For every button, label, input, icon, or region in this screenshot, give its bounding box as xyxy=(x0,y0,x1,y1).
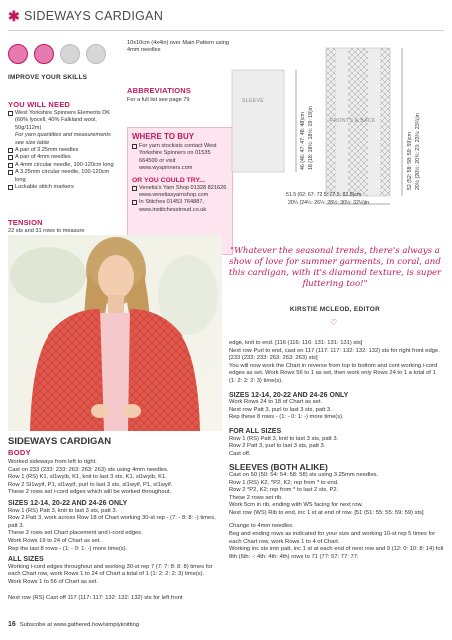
body-length-in: 20½ (20½: 20¾: 23: 23¼: 23¼)in xyxy=(415,113,421,190)
right-edge-pattern xyxy=(380,48,390,196)
sizes-b-heading: SIZES 12-14, 20-22 AND 24-26 ONLY xyxy=(229,391,349,399)
all-sizes-line: Work Rows 1 to 56 of Chart as set. xyxy=(8,578,98,585)
editor-quote: "Whatever the seasonal trends, there's always a show of love for summer garments, in coral, and this cardigan, with it's diamond texture, is super fluttering too!" xyxy=(228,246,442,289)
yarn-ball-icon xyxy=(60,44,80,64)
quote-attribution: KIRSTIE MCLEOD, EDITOR xyxy=(289,306,381,313)
checkbox-icon xyxy=(132,200,137,205)
materials-item: A pair of 4mm needles xyxy=(8,154,116,161)
checkbox-icon xyxy=(8,111,13,116)
page-header xyxy=(8,8,448,28)
cardigan-photo xyxy=(8,235,222,431)
sleeves-line: These 2 rows set rib. xyxy=(229,494,283,501)
checkbox-icon xyxy=(132,144,137,149)
body-heading: BODY xyxy=(8,448,31,457)
sleeves-line: Row 1 (RS) K2, *P2, K2; rep from * to end. xyxy=(229,479,339,486)
materials-item: A 4mm circular needle, 100-120cm long xyxy=(8,162,116,169)
shop-item: Venetia's Yarn Shop 01328 821626 www.venetiasyarnshop.com xyxy=(132,185,228,200)
checkbox-icon xyxy=(8,185,13,190)
sizes-a-line: Row 2 Patt 3, work across Row 18 of Chart working 30-st rep - (7: - 8: 8: -) times, patt 3. xyxy=(8,515,216,529)
sizes-a-line: These 2 rows set Chart placement and i-cord edges. xyxy=(8,530,143,537)
materials-item: A pair of 3.25mm needles xyxy=(8,147,116,154)
garment-schematic xyxy=(226,40,444,218)
right-col-line: You will now work the Chart in reverse from top to bottom and cont working i-cord edges as set. Work Rows 56 to 1 as set, then work only Rows 24 to 1 a total of 1 (1: 2: 2: 2: 3) time(s). xyxy=(229,362,438,384)
shop-item: In Stitches 01453 764887, www.institchesstroud.co.uk xyxy=(132,199,228,214)
sizes-b-line: Work Rows 24 to 18 of Chart as set. xyxy=(229,399,323,406)
sleeves-line: Row 2 *P2, K2; rep from * to last 2 sts, P2. xyxy=(229,487,339,494)
materials-list xyxy=(8,110,116,191)
intro-text: Worked sideways from left to right. xyxy=(8,459,97,465)
sleeve-length-cm: 46 (46: 47: 47: 48: 48)cm xyxy=(300,112,306,170)
page-footer xyxy=(8,621,444,628)
you-will-need-heading: YOU WILL NEED xyxy=(8,100,71,109)
materials-item: West Yorkshire Spinners Elements DK (60% lyocell, 40% Falkland wool, 50g/112m) xyxy=(8,110,116,132)
where-to-buy-heading: WHERE TO BUY xyxy=(132,132,195,141)
tension-heading: TENSION xyxy=(8,218,43,227)
sleeves-line: Working inc sts into patt, inc 1 st at each end of next row and 9 (12: 0: 10: 8: 14) foll 8th (6th: -: 4th: 4th: 4th) rows to 71 (77: 57: 77: 77: xyxy=(229,546,444,560)
sizes-a-line: Rep the last 8 rows - (1: - 0: 1: -) more time(s). xyxy=(8,545,128,552)
for-all-sizes-heading: FOR ALL SIZES xyxy=(229,427,282,435)
pattern-column-right xyxy=(229,340,444,561)
page-number: 16 xyxy=(8,621,16,628)
abbreviations-heading: ABBREVIATIONS xyxy=(127,86,192,95)
sizes-a-line: Row 1 (RS) Patt 3, knit to last 3 sts, patt 3. xyxy=(8,507,118,514)
sleeve-shape xyxy=(232,70,284,172)
header-divider xyxy=(8,30,444,31)
all-sizes-heading: ALL SIZES xyxy=(8,556,44,564)
next-row-text: Next row (RS) Cast off 117 (117: 117: 132: 132: 132) sts for left front xyxy=(8,594,183,601)
pattern-column-left xyxy=(8,459,222,602)
materials-item: A 3.25mm circular needle, 100-120cm long xyxy=(8,169,116,184)
checkbox-icon xyxy=(8,163,13,168)
footer-link[interactable]: Subscribe at www.gathered.how/simplyknitting xyxy=(19,622,140,628)
page-title: SIDEWAYS CARDIGAN xyxy=(24,9,164,23)
heart-icon: ♡ xyxy=(330,318,338,327)
header-star-icon: ✱ xyxy=(8,8,20,24)
materials-note: For yarn quantities and measurements see size table xyxy=(15,132,111,146)
cast-on-text: Cast on 233 (233: 233: 263: 263: 263) sts using 4mm needles. xyxy=(8,466,169,473)
all-b-line: Cast off. xyxy=(229,450,251,457)
skills-label: IMPROVE YOUR SKILLS xyxy=(8,74,88,81)
skill-level-indicator xyxy=(8,40,116,90)
abbreviations-text: For a full list see page 79 xyxy=(127,97,190,103)
checkbox-icon xyxy=(8,170,13,175)
right-col-line: Next row Purl to end, cast on 117 (117: 117: 132: 132: 132) sts for right front edge. [233 (233: 233: 263: 263: 263) sts] xyxy=(229,347,440,362)
right-col-line: edge, knit to end. [116 (116: 116: 131: 131: 131) sts] xyxy=(229,340,363,346)
could-try-heading: OR YOU COULD TRY... xyxy=(132,176,205,184)
yarn-ball-icon xyxy=(34,44,54,64)
checkbox-icon xyxy=(8,148,13,153)
checkbox-icon xyxy=(132,186,137,191)
sleeves-heading: SLEEVES (BOTH ALIKE) xyxy=(229,462,328,473)
sizes-heading: SIZES 12-14, 20-22 AND 24-26 ONLY xyxy=(8,499,128,507)
sleeves-line: Work 5cm in rib, ending with WS facing for next row. xyxy=(229,502,363,509)
sizes-a-line: Work Rows 19 to 24 of Chart as set. xyxy=(8,537,102,544)
materials-item: Lockable stitch markers xyxy=(8,184,116,191)
sleeves-line: Change to 4mm needles. xyxy=(229,523,294,530)
fronts-back-label: FRONTS & BACK xyxy=(330,118,376,124)
row-1-text: Row 1 (RS) K1, sl1wyib, K1, knit to last 3 sts, K1, sl1wyib, K1. xyxy=(8,474,167,481)
body-width-in: 20¼ (24¼: 26¼: 28½: 30½: 32½)in xyxy=(288,200,370,206)
yarn-ball-icon xyxy=(8,44,28,64)
body-length-cm: 52 (52: 58: 58: 59: 59)cm xyxy=(407,132,413,190)
sleeve-length-in: 18 (18: 18½: 18½: 19: 19)in xyxy=(308,106,314,170)
tension-gauge-text: 10x10cm (4x4in) over Main Pattern using 4mm needles xyxy=(127,40,229,54)
sizes-b-line: Next row Patt 3, purl to last 3 sts, patt 3. xyxy=(229,406,332,413)
all-b-line: Row 2 Patt 3, purl to last 3 sts, patt 3. xyxy=(229,443,326,450)
where-to-buy-text: For yarn stockists contact West Yorkshire Spinners on 01535 664500 or visit www.wyspinners.com xyxy=(132,143,228,173)
row-note-text: These 2 rows set i-cord edges which will be worked throughout. xyxy=(8,489,172,496)
row-2-text: Row 2 Sl1wyif, P1, sl1wyif, purl to last 3 sts, sl1wyif, P1, sl1wyif. xyxy=(8,481,173,488)
sleeves-line: Cast on 50 (50: 54: 54: 58: 58) sts using 3.25mm needles. xyxy=(229,471,379,478)
sleeves-line: Beg and ending rows as indicated for your size and working 10-st rep 5 times for each Chart row, work Rows 1 to 4 of Chart. xyxy=(229,531,436,545)
all-b-line: Row 1 (RS) Patt 3, knit to last 3 sts, patt 3. xyxy=(229,435,339,442)
sleeves-line: Next row (WS) Rib to end, inc 1 st at end of row. [51 (51: 55: 55: 59: 59) sts] xyxy=(229,509,424,516)
all-sizes-line: Working i-cord edges throughout and working 30-st rep 7 (7: 7: 8: 8: 8) times for each Chart row, work Rows 1 to 24 of Chart a total of 1 (1: 2: 2: 2: 3) time(s). xyxy=(8,563,213,578)
pattern-title: SIDEWAYS CARDIGAN xyxy=(8,436,112,447)
tension-text: 22 sts and 31 rows to measure xyxy=(8,228,85,234)
sleeve-label: SLEEVE xyxy=(242,98,264,104)
yarn-ball-icon xyxy=(86,44,106,64)
checkbox-icon xyxy=(8,155,13,160)
model-illustration xyxy=(8,235,222,431)
body-width-cm: 51.5 (62: 67: 72.5: 77.5: 82.5)cm xyxy=(286,192,362,198)
sizes-b-line: Rep these 8 rows - (1: - 0: 1: -) more time(s). xyxy=(229,414,344,421)
